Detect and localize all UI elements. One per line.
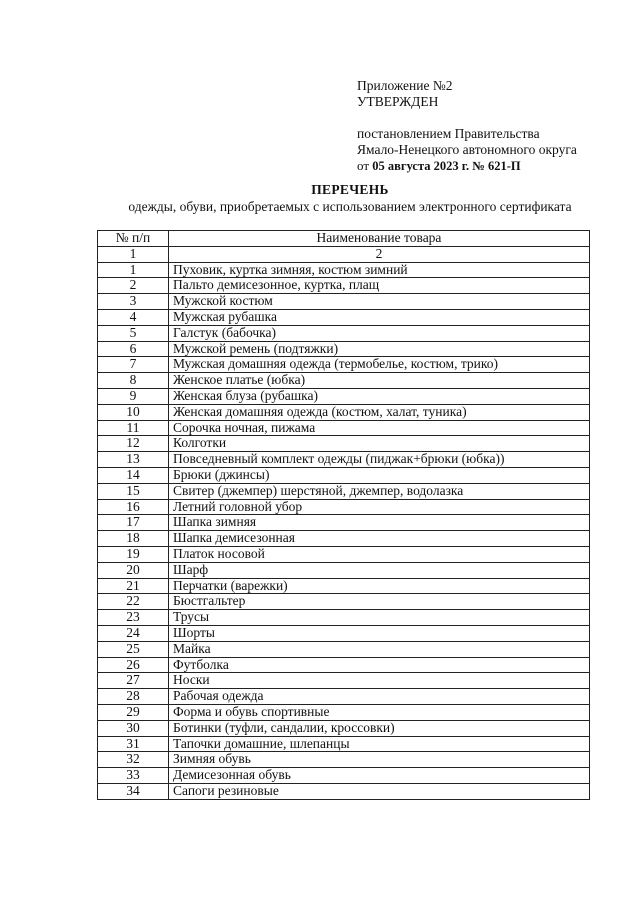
table-index-row: [98, 246, 590, 262]
approved-label: УТВЕРЖДЕН: [357, 94, 439, 109]
row-item-name: Галстук (бабочка): [169, 325, 590, 341]
table-body: [98, 246, 590, 799]
document-title: ПЕРЕЧЕНЬ: [311, 182, 389, 197]
table-row: [98, 452, 590, 468]
table-row: [98, 704, 590, 720]
table-row: [98, 610, 590, 626]
table-row: [98, 294, 590, 310]
row-item-name: Пальто демисезонное, куртка, плащ: [169, 278, 590, 294]
row-number: 23: [98, 610, 169, 626]
header-number: № п/п: [98, 231, 169, 247]
row-number: 2: [98, 278, 169, 294]
row-item-name: Женская блуза (рубашка): [169, 388, 590, 404]
row-item-name: Шапка зимняя: [169, 515, 590, 531]
row-number: 26: [98, 657, 169, 673]
row-item-name: Носки: [169, 673, 590, 689]
row-number: 16: [98, 499, 169, 515]
row-number: 22: [98, 594, 169, 610]
row-item-name: Мужской ремень (подтяжки): [169, 341, 590, 357]
row-number: 10: [98, 404, 169, 420]
table-row: [98, 768, 590, 784]
table-row: [98, 278, 590, 294]
table-row: [98, 483, 590, 499]
row-number: 31: [98, 736, 169, 752]
government-label: Ямало-Ненецкого автономного округа: [357, 142, 577, 157]
row-number: 30: [98, 720, 169, 736]
row-item-name: Колготки: [169, 436, 590, 452]
index-cell-name: 2: [169, 246, 590, 262]
row-item-name: Тапочки домашние, шлепанцы: [169, 736, 590, 752]
row-number: 15: [98, 483, 169, 499]
row-number: 34: [98, 783, 169, 799]
appendix-label: Приложение №2: [357, 78, 453, 93]
table-row: [98, 499, 590, 515]
row-number: 8: [98, 373, 169, 389]
date-value: 05 августа 2023 г. № 621-П: [372, 159, 521, 173]
row-item-name: Пуховик, куртка зимняя, костюм зимний: [169, 262, 590, 278]
table-row: [98, 436, 590, 452]
table-row: [98, 515, 590, 531]
row-item-name: Повседневный комплект одежды (пиджак+брюки (юбка)): [169, 452, 590, 468]
row-item-name: Форма и обувь спортивные: [169, 704, 590, 720]
row-item-name: Сорочка ночная, пижама: [169, 420, 590, 436]
row-item-name: Демисезонная обувь: [169, 768, 590, 784]
index-cell-number: 1: [98, 246, 169, 262]
table-row: [98, 531, 590, 547]
resolution-label: постановлением Правительства: [357, 126, 540, 141]
table-row: [98, 404, 590, 420]
row-number: 29: [98, 704, 169, 720]
row-number: 9: [98, 388, 169, 404]
row-number: 19: [98, 546, 169, 562]
table-row: [98, 689, 590, 705]
row-number: 12: [98, 436, 169, 452]
table-row: [98, 578, 590, 594]
table-row: [98, 720, 590, 736]
row-item-name: Мужская рубашка: [169, 309, 590, 325]
table-row: [98, 373, 590, 389]
row-item-name: Перчатки (варежки): [169, 578, 590, 594]
table-row: [98, 752, 590, 768]
row-item-name: Сапоги резиновые: [169, 783, 590, 799]
row-item-name: Свитер (джемпер) шерстяной, джемпер, водолазка: [169, 483, 590, 499]
row-number: 18: [98, 531, 169, 547]
row-item-name: Шапка демисезонная: [169, 531, 590, 547]
row-item-name: Женское платье (юбка): [169, 373, 590, 389]
row-item-name: Футболка: [169, 657, 590, 673]
table-row: [98, 467, 590, 483]
table-row: [98, 594, 590, 610]
row-number: 11: [98, 420, 169, 436]
row-item-name: Мужская домашняя одежда (термобелье, костюм, трико): [169, 357, 590, 373]
row-item-name: Брюки (джинсы): [169, 467, 590, 483]
approval-block: [357, 78, 627, 174]
row-item-name: Платок носовой: [169, 546, 590, 562]
row-item-name: Рабочая одежда: [169, 689, 590, 705]
date-prefix: от: [357, 158, 373, 173]
row-number: 14: [98, 467, 169, 483]
table-row: [98, 625, 590, 641]
table-row: [98, 420, 590, 436]
row-number: 13: [98, 452, 169, 468]
row-number: 6: [98, 341, 169, 357]
row-item-name: Зимняя обувь: [169, 752, 590, 768]
row-number: 17: [98, 515, 169, 531]
header-name: Наименование товара: [169, 231, 590, 247]
table-row: [98, 262, 590, 278]
row-number: 5: [98, 325, 169, 341]
row-number: 32: [98, 752, 169, 768]
row-number: 25: [98, 641, 169, 657]
row-item-name: Ботинки (туфли, сандалии, кроссовки): [169, 720, 590, 736]
table-row: [98, 783, 590, 799]
row-item-name: Шарф: [169, 562, 590, 578]
row-item-name: Бюстгальтер: [169, 594, 590, 610]
row-item-name: Женская домашняя одежда (костюм, халат, туника): [169, 404, 590, 420]
row-number: 24: [98, 625, 169, 641]
row-number: 4: [98, 309, 169, 325]
resolution-date: [357, 158, 627, 174]
table-row: [98, 546, 590, 562]
table-row: [98, 641, 590, 657]
document-subtitle: одежды, обуви, приобретаемых с использованием электронного сертификата: [128, 199, 572, 214]
items-table: [97, 230, 590, 800]
row-number: 1: [98, 262, 169, 278]
table-header-row: [98, 231, 590, 247]
row-item-name: Шорты: [169, 625, 590, 641]
table-row: [98, 736, 590, 752]
row-item-name: Мужской костюм: [169, 294, 590, 310]
row-number: 21: [98, 578, 169, 594]
table-row: [98, 673, 590, 689]
row-number: 7: [98, 357, 169, 373]
row-number: 27: [98, 673, 169, 689]
row-number: 28: [98, 689, 169, 705]
table-row: [98, 309, 590, 325]
table-row: [98, 357, 590, 373]
table-row: [98, 388, 590, 404]
row-item-name: Летний головной убор: [169, 499, 590, 515]
row-number: 20: [98, 562, 169, 578]
table-row: [98, 657, 590, 673]
table-row: [98, 562, 590, 578]
row-number: 33: [98, 768, 169, 784]
row-item-name: Майка: [169, 641, 590, 657]
row-number: 3: [98, 294, 169, 310]
table-row: [98, 341, 590, 357]
row-item-name: Трусы: [169, 610, 590, 626]
table-row: [98, 325, 590, 341]
